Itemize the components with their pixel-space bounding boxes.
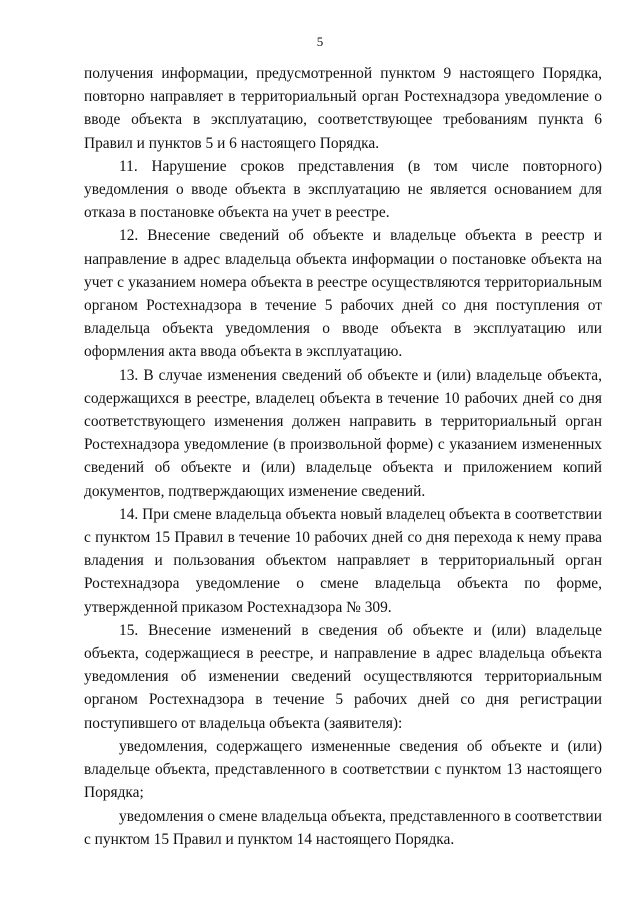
paragraph-11: 11. Нарушение сроков представления (в том числе повторного) уведомления о вводе объекта в эксплуатацию не является основанием для отказа в постановке объекта на учет в реестре. [84,157,602,222]
document-body [84,62,602,851]
paragraph-13: 13. В случае изменения сведений об объекте и (или) владельце объекта, содержащихся в реестре, владелец объекта в течение 10 рабочих дней со дня соответствующего изменения должен направить в территориальный орган Ростехнадзора уведомление (в произвольной форме) с указанием измененных сведений об объекте и (или) владельце объекта и приложением копий документов, подтверждающих изменение сведений. [84,366,602,500]
paragraph-15: 15. Внесение изменений в сведения об объекте и (или) владельце объекта, содержащиеся в реестре, и направление в адрес владельца объекта уведомления об изменении сведений осуществляются территориальным органом Ростехнадзора в течение 5 рабочих дней со дня регистрации поступившего от владельца объекта (заявителя): [84,621,602,732]
page-number: 5 [316,34,324,49]
paragraph-15-item-2: уведомления о смене владельца объекта, представленного в соответствии с пунктом 15 Правил и пунктом 14 настоящего Порядка. [84,807,603,848]
paragraph-15-item-1: уведомления, содержащего измененные сведения об объекте и (или) владельце объекта, представленного в соответствии с пунктом 13 настоящего Порядка; [84,737,602,802]
paragraph-12: 12. Внесение сведений об объекте и владельце объекта в реестр и направление в адрес владельца объекта информации о постановке объекта на учет с указанием номера объекта в реестре осуществляются территориальным органом Ростехнадзора в течение 5 рабочих дней со дня поступления от владельца объекта уведомления о вводе объекта в эксплуатацию или оформления акта ввода объекта в эксплуатацию. [84,227,602,361]
paragraph-14: 14. При смене владельца объекта новый владелец объекта в соответствии с пунктом 15 Правил в течение 10 рабочих дней со дня перехода к нему права владения и пользования объектом направляет в территориальный орган Ростехнадзора уведомление о смене владельца объекта по форме, утвержденной приказом Ростехнадзора № 309. [84,505,602,616]
paragraph-continuation: получения информации, предусмотренной пунктом 9 настоящего Порядка, повторно направляет в территориальный орган Ростехнадзора уведомление о вводе объекта в эксплуатацию, соответствующее требованиям пункта 6 Правил и пунктов 5 и 6 настоящего Порядка. [84,65,602,152]
